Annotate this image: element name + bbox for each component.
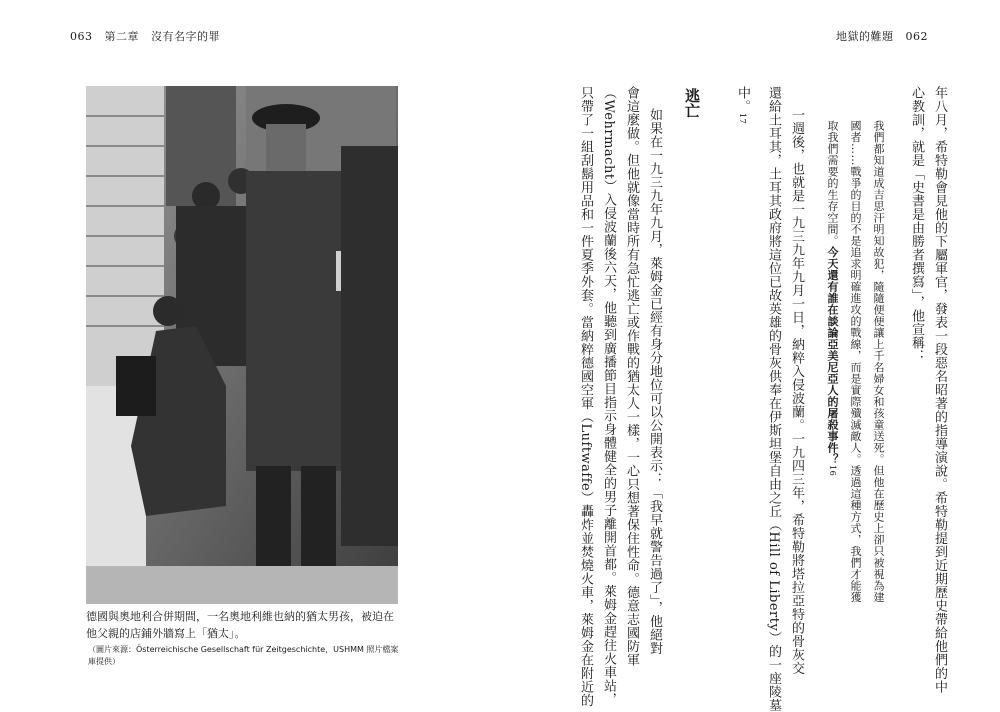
- right-page-number: 062: [905, 30, 928, 43]
- photo-caption: 德國與奧地利合併期間，一名奧地利維也納的猶太男孩，被迫在他父親的店鋪外牆寫上「猶太」。: [86, 610, 394, 640]
- body-column: 只帶了一組刮鬍用品和一件夏季外套。當納粹德國空軍（Luftwaffe）轟炸並焚燒火車，萊姆金在附近的: [578, 86, 593, 708]
- left-page-number: 063: [70, 30, 93, 43]
- left-page-header: [70, 28, 228, 44]
- body-column: 會這麼做。但他就像當時所有急忙逃亡或作戰的猶太人一樣，一心只想著保住性命。德意志國防軍: [624, 86, 639, 667]
- body-column: [731, 86, 753, 124]
- running-title: 地獄的難題: [836, 30, 894, 43]
- body-column: 還給土耳其，土耳其政府將這位已故英雄的骨灰供奉在伊斯坦堡自由之丘（Hill of Liberty）的一座陵墓: [766, 86, 781, 712]
- quote-emphasis: 今天還有誰在談論亞美尼亞人的屠殺事件？: [826, 246, 839, 465]
- historical-photo: [86, 86, 398, 604]
- chapter-title: 沒有名字的罪: [151, 30, 220, 43]
- historical-photo-icon: [86, 86, 398, 604]
- body-column: 如果在一九三九年九月，萊姆金已經有身分地位可以公開表示：「我早就警告過了」，他絕對: [647, 108, 662, 655]
- footnote-16: 16: [828, 465, 837, 477]
- body-column: （Wehrmacht）入侵波蘭後六天，他聽到廣播節目指示身體健全的男子離開首都。萊姆金趕往火車站，: [601, 86, 616, 707]
- body-column: 心教訓，就是「史書是由勝者撰寫」，他宣稱：: [909, 86, 924, 363]
- right-page-header: [836, 28, 936, 44]
- body-column: 年八月，希特勒會見他的下屬軍官，發表一段惡名昭著的指導演說。希特勒提到近期歷史帶給他們的中: [932, 86, 947, 694]
- chapter-label: 第二章: [104, 30, 139, 43]
- quote-line: 國者……戰爭的目的不是追求明確進攻的戰線，而是實際殲滅敵人。透過這種方式，我們才能獲: [849, 120, 862, 603]
- quote-line: [823, 120, 842, 476]
- photo-credit: （圖片來源：Österreichische Gesellschaft für Zeitgeschichte，USHMM 照片檔案庫提供）: [88, 645, 399, 666]
- body-column: 一週後，也就是一九三九年九月一日，納粹入侵波蘭。一九四三年，希特勒將塔拉亞特的骨灰交: [789, 108, 804, 675]
- section-title: 逃亡: [683, 88, 701, 118]
- footnote-17: 17: [738, 113, 747, 125]
- quote-line: 我們都知道成吉思汗明知故犯，隨隨便便讓上千名婦女和孩童送死。但他在歷史上卻只被視為建: [872, 120, 885, 603]
- quote-text: 取我們需要的生存空間。: [826, 120, 839, 247]
- body-text: 中。: [735, 86, 750, 113]
